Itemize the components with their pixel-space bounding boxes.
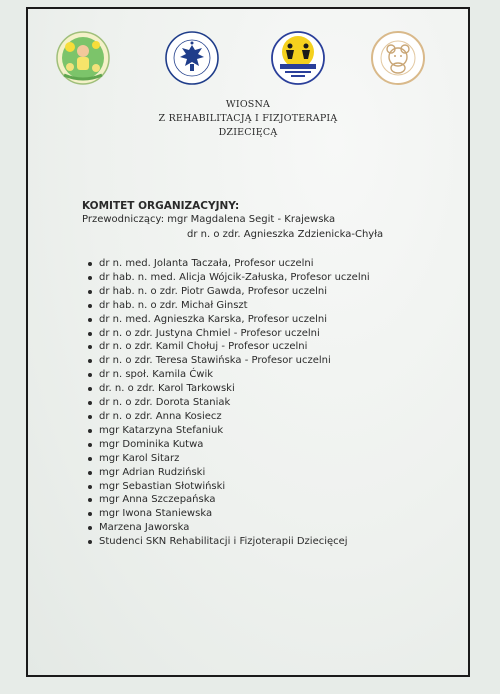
list-item: mgr Karol Sitarz (88, 452, 462, 466)
list-item: Studenci SKN Rehabilitacji i Fizjoterapii Dziecięcej (88, 535, 462, 549)
logo-row (28, 31, 468, 93)
medical-university-lublin-logo (165, 31, 219, 85)
list-item: dr hab. n. o zdr. Michał Ginszt (88, 299, 462, 313)
list-item: Marzena Jaworska (88, 521, 462, 535)
list-item: mgr Iwona Staniewska (88, 507, 462, 521)
list-item: dr n. o zdr. Kamil Chołuj - Profesor uczelni (88, 340, 462, 354)
co-chair-line: dr n. o zdr. Agnieszka Zdzienicka-Chyła (187, 229, 384, 240)
event-title (28, 98, 468, 140)
member-list (82, 257, 462, 549)
list-item: dr. n. o zdr. Karol Tarkowski (88, 382, 462, 396)
skn-rehabilitacji-logo (371, 31, 425, 85)
list-item: dr hab. n. med. Alicja Wójcik-Załuska, Profesor uczelni (88, 271, 462, 285)
document-page (26, 7, 470, 677)
list-item: dr n. o zdr. Teresa Stawińska - Profesor uczelni (88, 354, 462, 368)
list-item: dr n. med. Jolanta Taczała, Profesor uczelni (88, 257, 462, 271)
list-item: dr hab. n. o zdr. Piotr Gawda, Profesor uczelni (88, 285, 462, 299)
list-item: dr n. med. Agnieszka Karska, Profesor uczelni (88, 313, 462, 327)
committee-heading: KOMITET ORGANIZACYJNY: (82, 200, 240, 212)
childrens-clinical-hospital-logo (271, 31, 325, 85)
chair-line: Przewodniczący: mgr Magdalena Segit - Krajewska (82, 214, 336, 225)
list-item: dr n. o zdr. Justyna Chmiel - Profesor uczelni (88, 327, 462, 341)
list-item: mgr Anna Szczepańska (88, 493, 462, 507)
list-item: mgr Dominika Kutwa (88, 438, 462, 452)
title-line-2: Z REHABILITACJĄ I FIZJOTERAPIĄ (158, 113, 338, 124)
list-item: mgr Sebastian Słotwiński (88, 480, 462, 494)
list-item: mgr Adrian Rudziński (88, 466, 462, 480)
title-line-3: DZIECIĘCĄ (218, 127, 278, 138)
organizing-committee (82, 199, 462, 549)
list-item: dr n. o zdr. Dorota Staniak (88, 396, 462, 410)
list-item: dr n. społ. Kamila Ćwik (88, 368, 462, 382)
list-item: mgr Katarzyna Stefaniuk (88, 424, 462, 438)
title-line-1: WIOSNA (225, 99, 271, 110)
children-drawing-logo (56, 31, 110, 85)
list-item: dr n. o zdr. Anna Kosiecz (88, 410, 462, 424)
